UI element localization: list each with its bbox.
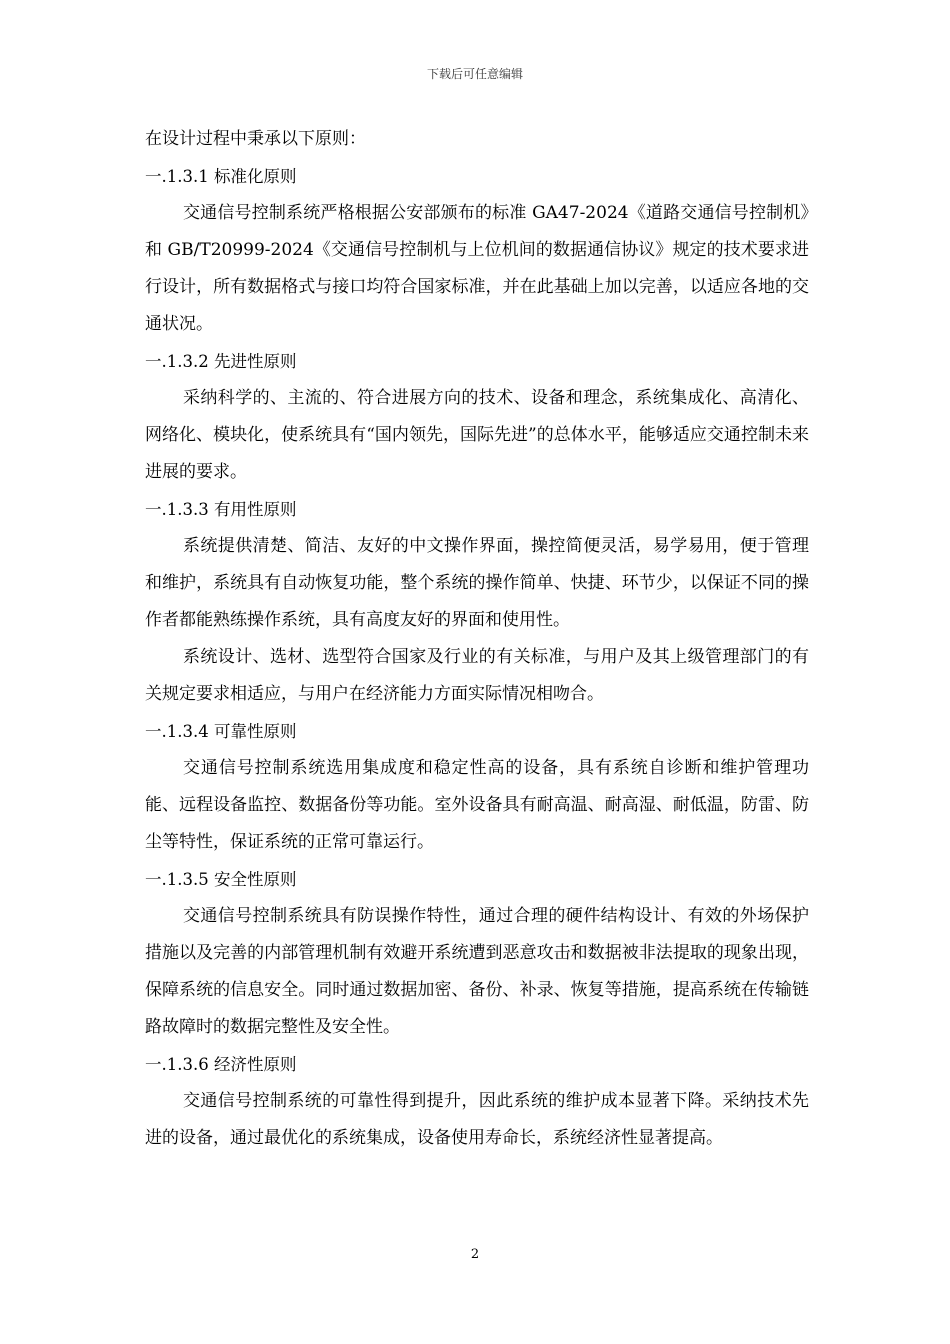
document-body bbox=[145, 121, 809, 1157]
section-heading-economy: 一.1.3.6 经济性原则 bbox=[145, 1055, 297, 1074]
section-heading-security: 一.1.3.5 安全性原则 bbox=[145, 870, 297, 889]
page-number: 2 bbox=[470, 1247, 480, 1262]
section-paragraph: 采纳科学的、主流的、符合进展方向的技术、设备和理念，系统集成化、高清化、网络化、模块化，使系统具有“国内领先，国际先进”的总体水平，能够适应交通控制未来进展的要求。 bbox=[145, 388, 809, 482]
section-paragraph: 交通信号控制系统具有防误操作特性，通过合理的硬件结构设计、有效的外场保护措施以及完善的内部管理机制有效避开系统遭到恶意攻击和数据被非法提取的现象出现，保障系统的信息安全。同时通过数据加密、备份、补录、恢复等措施，提高系统在传输链路故障时的数据完整性及安全性。 bbox=[145, 906, 809, 1037]
section-paragraph: 系统提供清楚、简洁、友好的中文操作界面，操控简便灵活，易学易用，便于管理和维护，系统具有自动恢复功能，整个系统的操作简单、快捷、环节少，以保证不同的操作者都能熟练操作系统，具有高度友好的界面和使用性。 bbox=[145, 536, 809, 630]
section-heading-usefulness: 一.1.3.3 有用性原则 bbox=[145, 500, 297, 519]
section-paragraph: 交通信号控制系统严格根据公安部颁布的标准 GA47-2024《道路交通信号控制机》和 GB/T20999-2024《交通信号控制机与上位机间的数据通信协议》规定的技术要求进行设计，所有数据格式与接口均符合国家标准，并在此基础上加以完善，以适应各地的交通状况。 bbox=[145, 203, 809, 334]
section-heading-reliability: 一.1.3.4 可靠性原则 bbox=[145, 722, 297, 741]
section-heading-advancement: 一.1.3.2 先进性原则 bbox=[145, 352, 297, 371]
section-heading-standardization: 一.1.3.1 标准化原则 bbox=[145, 167, 297, 186]
page-header: 下载后可任意编辑 bbox=[426, 67, 523, 81]
section-paragraph: 交通信号控制系统选用集成度和稳定性高的设备，具有系统自诊断和维护管理功能、远程设备监控、数据备份等功能。室外设备具有耐高温、耐高湿、耐低温，防雷、防尘等特性，保证系统的正常可靠运行。 bbox=[145, 758, 809, 852]
section-paragraph: 交通信号控制系统的可靠性得到提升，因此系统的维护成本显著下降。采纳技术先进的设备，通过最优化的系统集成，设备使用寿命长，系统经济性显著提高。 bbox=[145, 1091, 809, 1148]
intro-text: 在设计过程中秉承以下原则： bbox=[145, 129, 366, 149]
section-paragraph: 系统设计、选材、选型符合国家及行业的有关标准，与用户及其上级管理部门的有关规定要求相适应，与用户在经济能力方面实际情况相吻合。 bbox=[145, 647, 809, 704]
